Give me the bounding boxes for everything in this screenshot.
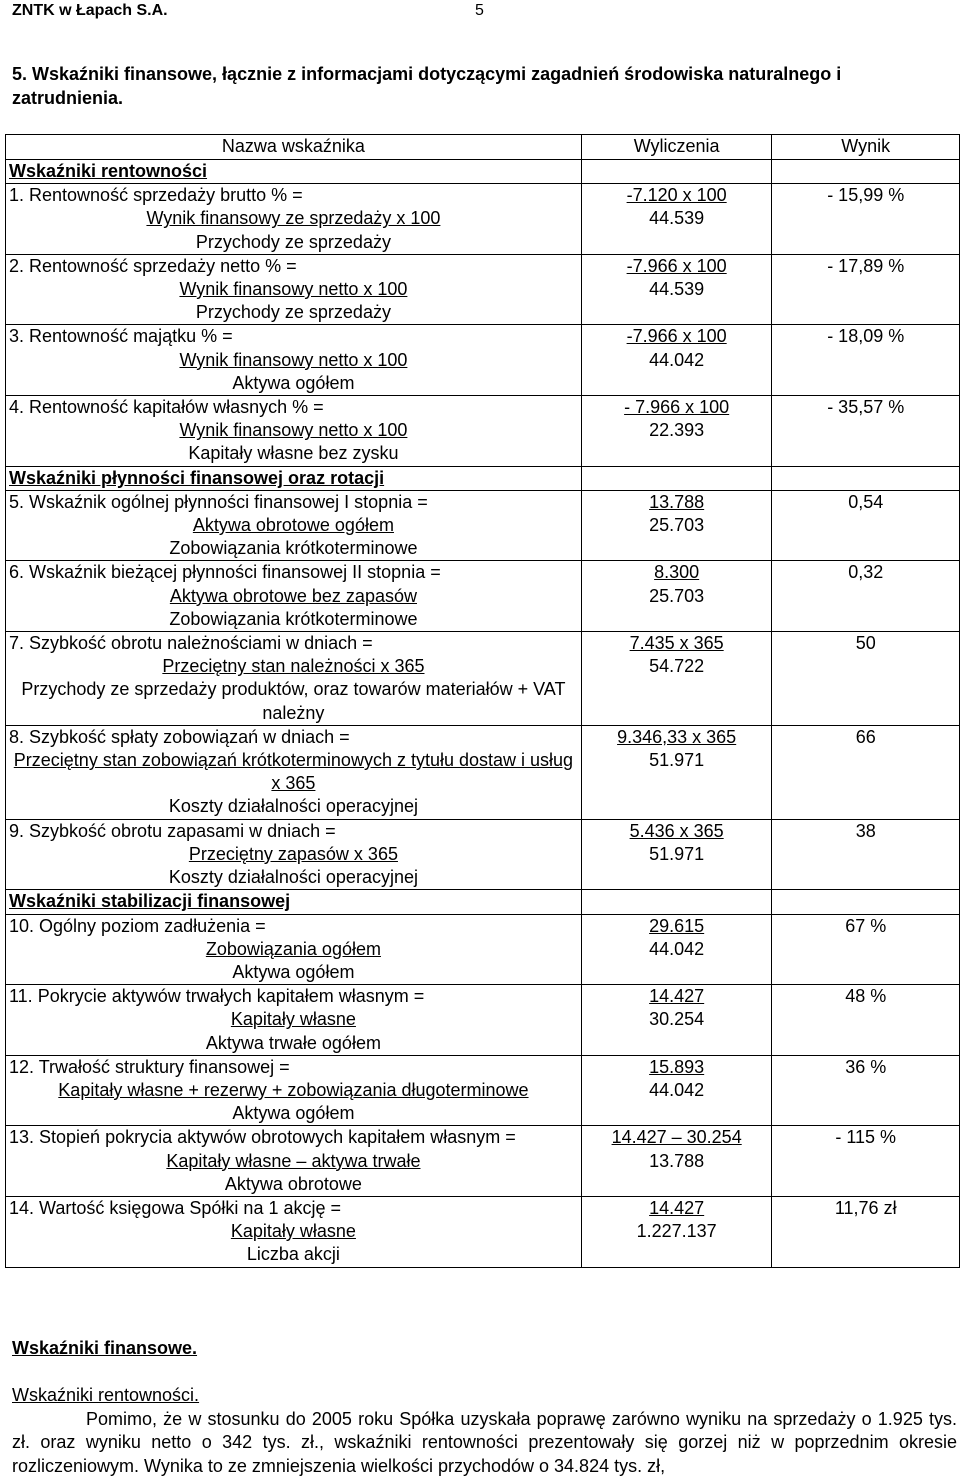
calculation-numerator: -7.120 x 100	[626, 185, 727, 206]
calculation-numerator: 29.615	[649, 915, 705, 936]
indicator-row	[6, 819, 960, 890]
formula-denominator: Liczba akcji	[246, 1244, 340, 1265]
calculation-numerator: -7.966 x 100	[626, 326, 727, 347]
indicator-row	[6, 1126, 960, 1197]
calculation-cell	[581, 184, 772, 255]
calculation-denominator: 54.722	[649, 656, 705, 677]
calculation-numerator: 14.427	[649, 1197, 705, 1218]
indicator-title: 7. Szybkość obrotu należnościami w dniach =	[9, 633, 373, 654]
indicator-title: 4. Rentowność kapitałów własnych % =	[9, 397, 324, 418]
empty-cell	[581, 466, 772, 490]
formula-numerator: Wynik finansowy ze sprzedaży x 100	[146, 208, 441, 229]
group-row	[6, 890, 960, 914]
indicator-formula-cell	[6, 819, 582, 890]
calculation-cell	[581, 490, 772, 561]
indicator-formula-cell	[6, 914, 582, 985]
calculation-cell	[581, 985, 772, 1056]
formula-numerator: Kapitały własne	[230, 1221, 356, 1242]
indicator-row	[6, 325, 960, 396]
column-header-result: Wynik	[772, 135, 960, 160]
indicator-formula-cell	[6, 725, 582, 819]
indicator-title: 2. Rentowność sprzedaży netto % =	[9, 255, 297, 276]
indicator-formula-cell	[6, 184, 582, 255]
formula-numerator: Zobowiązania ogółem	[205, 938, 381, 959]
indicator-row	[6, 254, 960, 325]
group-label: Wskaźniki płynności finansowej oraz rotacji	[9, 467, 385, 488]
result-cell: 11,76 zł	[772, 1196, 960, 1267]
indicator-row	[6, 561, 960, 632]
indicator-row	[6, 985, 960, 1056]
calculation-cell	[581, 632, 772, 726]
calculation-cell	[581, 1055, 772, 1126]
formula-denominator: Kapitały własne bez zysku	[188, 443, 399, 464]
result-cell: 36 %	[772, 1055, 960, 1126]
calculation-cell	[581, 396, 772, 467]
calculation-numerator: 7.435 x 365	[629, 633, 724, 654]
indicator-formula-cell	[6, 1196, 582, 1267]
indicator-formula-cell	[6, 1055, 582, 1126]
result-cell: 0,54	[772, 490, 960, 561]
formula-numerator: Kapitały własne	[230, 1009, 356, 1030]
indicator-row	[6, 1055, 960, 1126]
group-cell	[6, 160, 582, 184]
indicator-formula-cell	[6, 985, 582, 1056]
empty-cell	[772, 466, 960, 490]
indicator-title: 6. Wskaźnik bieżącej płynności finansowej II stopnia =	[9, 562, 441, 583]
result-cell: - 15,99 %	[772, 184, 960, 255]
calculation-denominator: 44.042	[649, 938, 705, 959]
profitability-heading: Wskaźniki rentowności.	[12, 1385, 200, 1405]
calculation-cell	[581, 914, 772, 985]
financial-indicators-heading: Wskaźniki finansowe.	[12, 1338, 198, 1358]
calculation-denominator: 25.703	[649, 585, 705, 606]
result-cell: - 17,89 %	[772, 254, 960, 325]
table-body	[6, 160, 960, 1268]
calculation-denominator: 44.539	[649, 208, 705, 229]
formula-numerator: Wynik finansowy netto x 100	[179, 349, 408, 370]
result-cell: - 35,57 %	[772, 396, 960, 467]
indicator-formula-cell	[6, 325, 582, 396]
formula-denominator: Aktywa ogółem	[232, 1103, 355, 1124]
indicator-row	[6, 725, 960, 819]
formula-numerator: Wynik finansowy netto x 100	[179, 420, 408, 441]
calculation-numerator: 8.300	[654, 562, 700, 583]
formula-numerator: Wynik finansowy netto x 100	[179, 279, 408, 300]
indicator-row	[6, 184, 960, 255]
formula-numerator: Aktywa obrotowe bez zapasów	[169, 585, 417, 606]
calculation-denominator: 13.788	[649, 1150, 705, 1171]
calculation-numerator: 9.346,33 x 365	[617, 726, 737, 747]
formula-denominator: Aktywa ogółem	[232, 372, 355, 393]
result-cell: 38	[772, 819, 960, 890]
formula-numerator: Przeciętny stan zobowiązań krótkoterminowych z tytułu dostaw i usług x 365	[13, 750, 574, 794]
empty-cell	[772, 160, 960, 184]
formula-denominator: Przychody ze sprzedaży produktów, oraz towarów materiałów + VAT należny	[21, 679, 566, 723]
formula-denominator: Przychody ze sprzedaży	[195, 231, 391, 252]
formula-denominator: Aktywa obrotowe	[224, 1173, 362, 1194]
indicator-title: 8. Szybkość spłaty zobowiązań w dniach =	[9, 726, 350, 747]
calculation-cell	[581, 254, 772, 325]
indicator-title: 3. Rentowność majątku % =	[9, 326, 233, 347]
formula-numerator: Przeciętny zapasów x 365	[188, 843, 398, 864]
indicator-row	[6, 914, 960, 985]
indicator-title: 11. Pokrycie aktywów trwałych kapitałem własnym =	[9, 986, 425, 1007]
group-cell	[6, 890, 582, 914]
formula-numerator: Przeciętny stan należności x 365	[162, 656, 425, 677]
empty-cell	[772, 890, 960, 914]
calculation-cell	[581, 819, 772, 890]
result-cell: - 115 %	[772, 1126, 960, 1197]
indicator-formula-cell	[6, 632, 582, 726]
indicator-row	[6, 1196, 960, 1267]
calculation-denominator: 1.227.137	[636, 1221, 717, 1242]
formula-numerator: Kapitały własne + rezerwy + zobowiązania długoterminowe	[58, 1079, 529, 1100]
group-label: Wskaźniki stabilizacji finansowej	[9, 891, 291, 912]
calculation-denominator: 51.971	[649, 750, 705, 771]
group-row	[6, 160, 960, 184]
calculation-denominator: 44.042	[649, 1079, 705, 1100]
calculation-numerator: 14.427 – 30.254	[611, 1127, 742, 1148]
indicator-formula-cell	[6, 490, 582, 561]
calculation-denominator: 25.703	[649, 515, 705, 536]
calculation-cell	[581, 325, 772, 396]
indicator-title: 9. Szybkość obrotu zapasami w dniach =	[9, 820, 336, 841]
group-row	[6, 466, 960, 490]
result-cell: 67 %	[772, 914, 960, 985]
indicator-formula-cell	[6, 396, 582, 467]
result-cell: 50	[772, 632, 960, 726]
calculation-cell	[581, 725, 772, 819]
formula-denominator: Aktywa trwałe ogółem	[205, 1032, 381, 1053]
column-header-name: Nazwa wskaźnika	[6, 135, 582, 160]
empty-cell	[581, 160, 772, 184]
indicator-title: 5. Wskaźnik ogólnej płynności finansowej I stopnia =	[9, 491, 428, 512]
result-cell: 0,32	[772, 561, 960, 632]
group-label: Wskaźniki rentowności	[9, 161, 208, 181]
indicator-formula-cell	[6, 561, 582, 632]
indicator-title: 1. Rentowność sprzedaży brutto % =	[9, 185, 303, 206]
indicator-title: 14. Wartość księgowa Spółki na 1 akcję =	[9, 1197, 341, 1218]
calculation-numerator: - 7.966 x 100	[624, 397, 730, 418]
table-header-row	[6, 135, 960, 160]
calculation-denominator: 22.393	[649, 420, 705, 441]
indicator-row	[6, 490, 960, 561]
page-number: 5	[475, 2, 484, 19]
calculation-cell	[581, 1126, 772, 1197]
formula-numerator: Kapitały własne – aktywa trwałe	[166, 1150, 421, 1171]
calculation-denominator: 44.539	[649, 279, 705, 300]
column-header-calculation: Wyliczenia	[581, 135, 772, 160]
empty-cell	[581, 890, 772, 914]
indicator-row	[6, 632, 960, 726]
calculation-cell	[581, 1196, 772, 1267]
indicator-title: 13. Stopień pokrycia aktywów obrotowych kapitałem własnym =	[9, 1127, 516, 1148]
body-paragraph: Pomimo, że w stosunku do 2005 roku Spółka uzyskała poprawę zarówno wyniku na sprzedaży o 1.925 tys. zł. oraz wyniku netto o 342 tys. zł., wskaźniki rentowności prezentowały się gorzej niż w poprzednim okresie rozliczeniowym. Wynika to ze zmniejszenia wielkości przychodów o 34.824 tys. zł,	[12, 1409, 957, 1476]
result-cell: - 18,09 %	[772, 325, 960, 396]
formula-denominator: Aktywa ogółem	[232, 961, 355, 982]
indicator-formula-cell	[6, 254, 582, 325]
indicator-title: 10. Ogólny poziom zadłużenia =	[9, 915, 266, 936]
formula-denominator: Zobowiązania krótkoterminowe	[169, 608, 418, 629]
formula-denominator: Koszty działalności operacyjnej	[168, 796, 418, 817]
calculation-denominator: 30.254	[649, 1009, 705, 1030]
calculation-cell	[581, 561, 772, 632]
calculation-numerator: 15.893	[649, 1056, 705, 1077]
calculation-denominator: 44.042	[649, 349, 705, 370]
company-header: ZNTK w Łapach S.A.	[12, 2, 168, 19]
result-cell: 66	[772, 725, 960, 819]
section-title: 5. Wskaźniki finansowe, łącznie z informacjami dotyczącymi zagadnień środowiska naturalnego i zatrudnienia.	[12, 64, 842, 108]
calculation-numerator: 5.436 x 365	[629, 820, 724, 841]
indicators-table	[5, 134, 960, 1268]
calculation-numerator: 14.427	[649, 986, 705, 1007]
result-cell: 48 %	[772, 985, 960, 1056]
group-cell	[6, 466, 582, 490]
formula-denominator: Zobowiązania krótkoterminowe	[169, 538, 418, 559]
calculation-numerator: 13.788	[649, 491, 705, 512]
indicator-row	[6, 396, 960, 467]
indicator-formula-cell	[6, 1126, 582, 1197]
formula-numerator: Aktywa obrotowe ogółem	[192, 515, 394, 536]
formula-denominator: Koszty działalności operacyjnej	[168, 867, 418, 888]
calculation-denominator: 51.971	[649, 843, 705, 864]
calculation-numerator: -7.966 x 100	[626, 255, 727, 276]
formula-denominator: Przychody ze sprzedaży	[195, 302, 391, 323]
indicator-title: 12. Trwałość struktury finansowej =	[9, 1056, 290, 1077]
